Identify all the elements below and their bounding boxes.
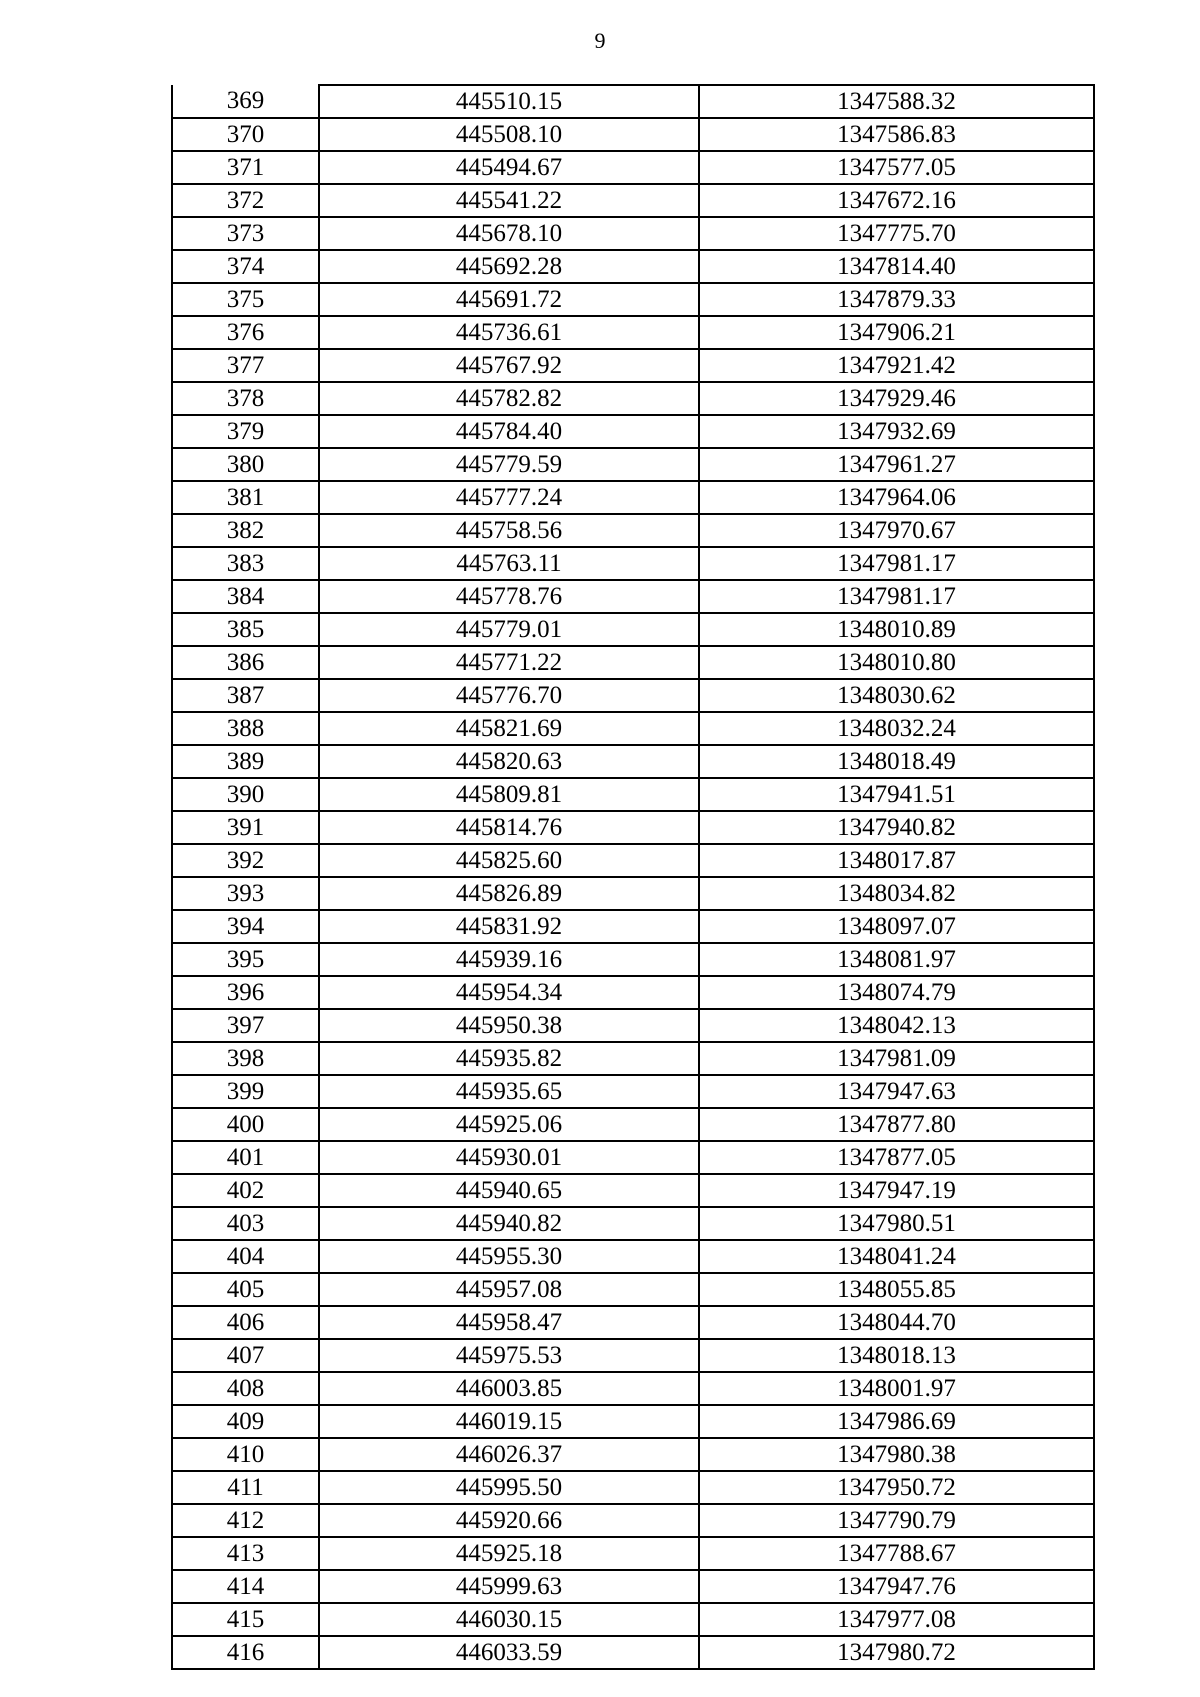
point-number-cell: 392 (172, 844, 319, 877)
table-row (172, 415, 1094, 448)
x-coordinate-cell: 445771.22 (319, 646, 699, 679)
x-coordinate-cell: 445925.06 (319, 1108, 699, 1141)
x-coordinate-cell: 445954.34 (319, 976, 699, 1009)
table-row (172, 547, 1094, 580)
table-row (172, 679, 1094, 712)
x-coordinate-cell: 445692.28 (319, 250, 699, 283)
x-coordinate-cell: 445763.11 (319, 547, 699, 580)
y-coordinate-cell: 1347980.51 (699, 1207, 1094, 1240)
table-row (172, 646, 1094, 679)
table-row (172, 349, 1094, 382)
y-coordinate-cell: 1348010.80 (699, 646, 1094, 679)
y-coordinate-cell: 1347980.38 (699, 1438, 1094, 1471)
point-number-cell: 386 (172, 646, 319, 679)
x-coordinate-cell: 445784.40 (319, 415, 699, 448)
point-number-cell: 383 (172, 547, 319, 580)
point-number-cell: 394 (172, 910, 319, 943)
y-coordinate-cell: 1347588.32 (699, 85, 1094, 118)
point-number-cell: 403 (172, 1207, 319, 1240)
point-number-cell: 416 (172, 1636, 319, 1669)
point-number-cell: 372 (172, 184, 319, 217)
x-coordinate-cell: 445935.82 (319, 1042, 699, 1075)
point-number-cell: 376 (172, 316, 319, 349)
point-number-cell: 399 (172, 1075, 319, 1108)
x-coordinate-cell: 445820.63 (319, 745, 699, 778)
point-number-cell: 378 (172, 382, 319, 415)
y-coordinate-cell: 1348097.07 (699, 910, 1094, 943)
point-number-cell: 389 (172, 745, 319, 778)
point-number-cell: 401 (172, 1141, 319, 1174)
x-coordinate-cell: 445767.92 (319, 349, 699, 382)
point-number-cell: 380 (172, 448, 319, 481)
table-row (172, 712, 1094, 745)
point-number-cell: 393 (172, 877, 319, 910)
x-coordinate-cell: 445957.08 (319, 1273, 699, 1306)
x-coordinate-cell: 445678.10 (319, 217, 699, 250)
point-number-cell: 384 (172, 580, 319, 613)
point-number-cell: 404 (172, 1240, 319, 1273)
x-coordinate-cell: 446026.37 (319, 1438, 699, 1471)
table-row (172, 1075, 1094, 1108)
x-coordinate-cell: 445494.67 (319, 151, 699, 184)
point-number-cell: 375 (172, 283, 319, 316)
table-row (172, 118, 1094, 151)
y-coordinate-cell: 1347950.72 (699, 1471, 1094, 1504)
table-row (172, 151, 1094, 184)
y-coordinate-cell: 1347879.33 (699, 283, 1094, 316)
point-number-cell: 400 (172, 1108, 319, 1141)
table-row (172, 778, 1094, 811)
y-coordinate-cell: 1347981.09 (699, 1042, 1094, 1075)
y-coordinate-cell: 1347577.05 (699, 151, 1094, 184)
y-coordinate-cell: 1347947.19 (699, 1174, 1094, 1207)
point-number-cell: 415 (172, 1603, 319, 1636)
x-coordinate-cell: 445510.15 (319, 85, 699, 118)
x-coordinate-cell: 445920.66 (319, 1504, 699, 1537)
table-row (172, 1570, 1094, 1603)
point-number-cell: 369 (172, 85, 319, 118)
y-coordinate-cell: 1347877.80 (699, 1108, 1094, 1141)
point-number-cell: 387 (172, 679, 319, 712)
table-row (172, 1636, 1094, 1669)
table-row (172, 1603, 1094, 1636)
table-row (172, 1207, 1094, 1240)
point-number-cell: 390 (172, 778, 319, 811)
x-coordinate-cell: 445776.70 (319, 679, 699, 712)
x-coordinate-cell: 445777.24 (319, 481, 699, 514)
point-number-cell: 395 (172, 943, 319, 976)
point-number-cell: 414 (172, 1570, 319, 1603)
point-number-cell: 409 (172, 1405, 319, 1438)
y-coordinate-cell: 1347986.69 (699, 1405, 1094, 1438)
point-number-cell: 373 (172, 217, 319, 250)
table-row (172, 448, 1094, 481)
y-coordinate-cell: 1347775.70 (699, 217, 1094, 250)
table-row (172, 1471, 1094, 1504)
y-coordinate-cell: 1348010.89 (699, 613, 1094, 646)
page-number: 9 (594, 28, 606, 53)
table-row (172, 1108, 1094, 1141)
x-coordinate-cell: 446030.15 (319, 1603, 699, 1636)
y-coordinate-cell: 1348001.97 (699, 1372, 1094, 1405)
x-coordinate-cell: 445821.69 (319, 712, 699, 745)
x-coordinate-cell: 445995.50 (319, 1471, 699, 1504)
table-row (172, 1009, 1094, 1042)
table-row (172, 1306, 1094, 1339)
point-number-cell: 407 (172, 1339, 319, 1372)
y-coordinate-cell: 1348055.85 (699, 1273, 1094, 1306)
table-row (172, 1174, 1094, 1207)
table-row (172, 1240, 1094, 1273)
point-number-cell: 381 (172, 481, 319, 514)
y-coordinate-cell: 1347964.06 (699, 481, 1094, 514)
table-row (172, 1273, 1094, 1306)
x-coordinate-cell: 445814.76 (319, 811, 699, 844)
x-coordinate-cell: 445935.65 (319, 1075, 699, 1108)
y-coordinate-cell: 1347877.05 (699, 1141, 1094, 1174)
y-coordinate-cell: 1347980.72 (699, 1636, 1094, 1669)
point-number-cell: 406 (172, 1306, 319, 1339)
point-number-cell: 391 (172, 811, 319, 844)
y-coordinate-cell: 1347672.16 (699, 184, 1094, 217)
table-row (172, 85, 1094, 118)
table-row (172, 1438, 1094, 1471)
table-row (172, 184, 1094, 217)
point-number-cell: 412 (172, 1504, 319, 1537)
y-coordinate-cell: 1348017.87 (699, 844, 1094, 877)
y-coordinate-cell: 1347970.67 (699, 514, 1094, 547)
y-coordinate-cell: 1347947.63 (699, 1075, 1094, 1108)
x-coordinate-cell: 446033.59 (319, 1636, 699, 1669)
table-row (172, 283, 1094, 316)
x-coordinate-cell: 445939.16 (319, 943, 699, 976)
table-row (172, 1504, 1094, 1537)
table-row (172, 811, 1094, 844)
table-row (172, 481, 1094, 514)
x-coordinate-cell: 445778.76 (319, 580, 699, 613)
y-coordinate-cell: 1348044.70 (699, 1306, 1094, 1339)
y-coordinate-cell: 1347977.08 (699, 1603, 1094, 1636)
table-row (172, 613, 1094, 646)
y-coordinate-cell: 1347788.67 (699, 1537, 1094, 1570)
x-coordinate-cell: 445541.22 (319, 184, 699, 217)
table-row (172, 250, 1094, 283)
y-coordinate-cell: 1347981.17 (699, 547, 1094, 580)
x-coordinate-cell: 445779.59 (319, 448, 699, 481)
table-row (172, 1339, 1094, 1372)
x-coordinate-cell: 445826.89 (319, 877, 699, 910)
point-number-cell: 405 (172, 1273, 319, 1306)
x-coordinate-cell: 445940.82 (319, 1207, 699, 1240)
x-coordinate-cell: 445809.81 (319, 778, 699, 811)
y-coordinate-cell: 1348081.97 (699, 943, 1094, 976)
table-row (172, 514, 1094, 547)
table-row (172, 1405, 1094, 1438)
point-number-cell: 411 (172, 1471, 319, 1504)
x-coordinate-cell: 445736.61 (319, 316, 699, 349)
y-coordinate-cell: 1348030.62 (699, 679, 1094, 712)
point-number-cell: 396 (172, 976, 319, 1009)
y-coordinate-cell: 1348018.49 (699, 745, 1094, 778)
table-row (172, 844, 1094, 877)
x-coordinate-cell: 445925.18 (319, 1537, 699, 1570)
y-coordinate-cell: 1347929.46 (699, 382, 1094, 415)
x-coordinate-cell: 446003.85 (319, 1372, 699, 1405)
point-number-cell: 388 (172, 712, 319, 745)
x-coordinate-cell: 445779.01 (319, 613, 699, 646)
y-coordinate-cell: 1348042.13 (699, 1009, 1094, 1042)
table-row (172, 745, 1094, 778)
y-coordinate-cell: 1347790.79 (699, 1504, 1094, 1537)
x-coordinate-cell: 445955.30 (319, 1240, 699, 1273)
point-number-cell: 377 (172, 349, 319, 382)
y-coordinate-cell: 1348074.79 (699, 976, 1094, 1009)
table-row (172, 580, 1094, 613)
point-number-cell: 385 (172, 613, 319, 646)
y-coordinate-cell: 1348041.24 (699, 1240, 1094, 1273)
point-number-cell: 413 (172, 1537, 319, 1570)
point-number-cell: 379 (172, 415, 319, 448)
y-coordinate-cell: 1348018.13 (699, 1339, 1094, 1372)
y-coordinate-cell: 1347981.17 (699, 580, 1094, 613)
table-row (172, 877, 1094, 910)
table-row (172, 316, 1094, 349)
y-coordinate-cell: 1347921.42 (699, 349, 1094, 382)
x-coordinate-cell: 445831.92 (319, 910, 699, 943)
x-coordinate-cell: 445975.53 (319, 1339, 699, 1372)
table-row (172, 1042, 1094, 1075)
point-number-cell: 374 (172, 250, 319, 283)
x-coordinate-cell: 445508.10 (319, 118, 699, 151)
x-coordinate-cell: 445930.01 (319, 1141, 699, 1174)
table-row (172, 1372, 1094, 1405)
y-coordinate-cell: 1347586.83 (699, 118, 1094, 151)
y-coordinate-cell: 1347940.82 (699, 811, 1094, 844)
y-coordinate-cell: 1347932.69 (699, 415, 1094, 448)
y-coordinate-cell: 1347941.51 (699, 778, 1094, 811)
table-row (172, 217, 1094, 250)
x-coordinate-cell: 445758.56 (319, 514, 699, 547)
x-coordinate-cell: 445940.65 (319, 1174, 699, 1207)
point-number-cell: 370 (172, 118, 319, 151)
y-coordinate-cell: 1347906.21 (699, 316, 1094, 349)
table-row (172, 976, 1094, 1009)
x-coordinate-cell: 445950.38 (319, 1009, 699, 1042)
point-number-cell: 382 (172, 514, 319, 547)
x-coordinate-cell: 446019.15 (319, 1405, 699, 1438)
y-coordinate-cell: 1347947.76 (699, 1570, 1094, 1603)
x-coordinate-cell: 445958.47 (319, 1306, 699, 1339)
table-row (172, 1141, 1094, 1174)
table-row (172, 1537, 1094, 1570)
point-number-cell: 408 (172, 1372, 319, 1405)
table-row (172, 910, 1094, 943)
point-number-cell: 371 (172, 151, 319, 184)
x-coordinate-cell: 445825.60 (319, 844, 699, 877)
y-coordinate-cell: 1348034.82 (699, 877, 1094, 910)
x-coordinate-cell: 445999.63 (319, 1570, 699, 1603)
coordinates-table-body (172, 85, 1094, 1669)
coordinates-table (171, 84, 1095, 1670)
y-coordinate-cell: 1347961.27 (699, 448, 1094, 481)
x-coordinate-cell: 445782.82 (319, 382, 699, 415)
point-number-cell: 398 (172, 1042, 319, 1075)
table-row (172, 943, 1094, 976)
y-coordinate-cell: 1348032.24 (699, 712, 1094, 745)
table-row (172, 382, 1094, 415)
x-coordinate-cell: 445691.72 (319, 283, 699, 316)
y-coordinate-cell: 1347814.40 (699, 250, 1094, 283)
point-number-cell: 397 (172, 1009, 319, 1042)
point-number-cell: 402 (172, 1174, 319, 1207)
point-number-cell: 410 (172, 1438, 319, 1471)
